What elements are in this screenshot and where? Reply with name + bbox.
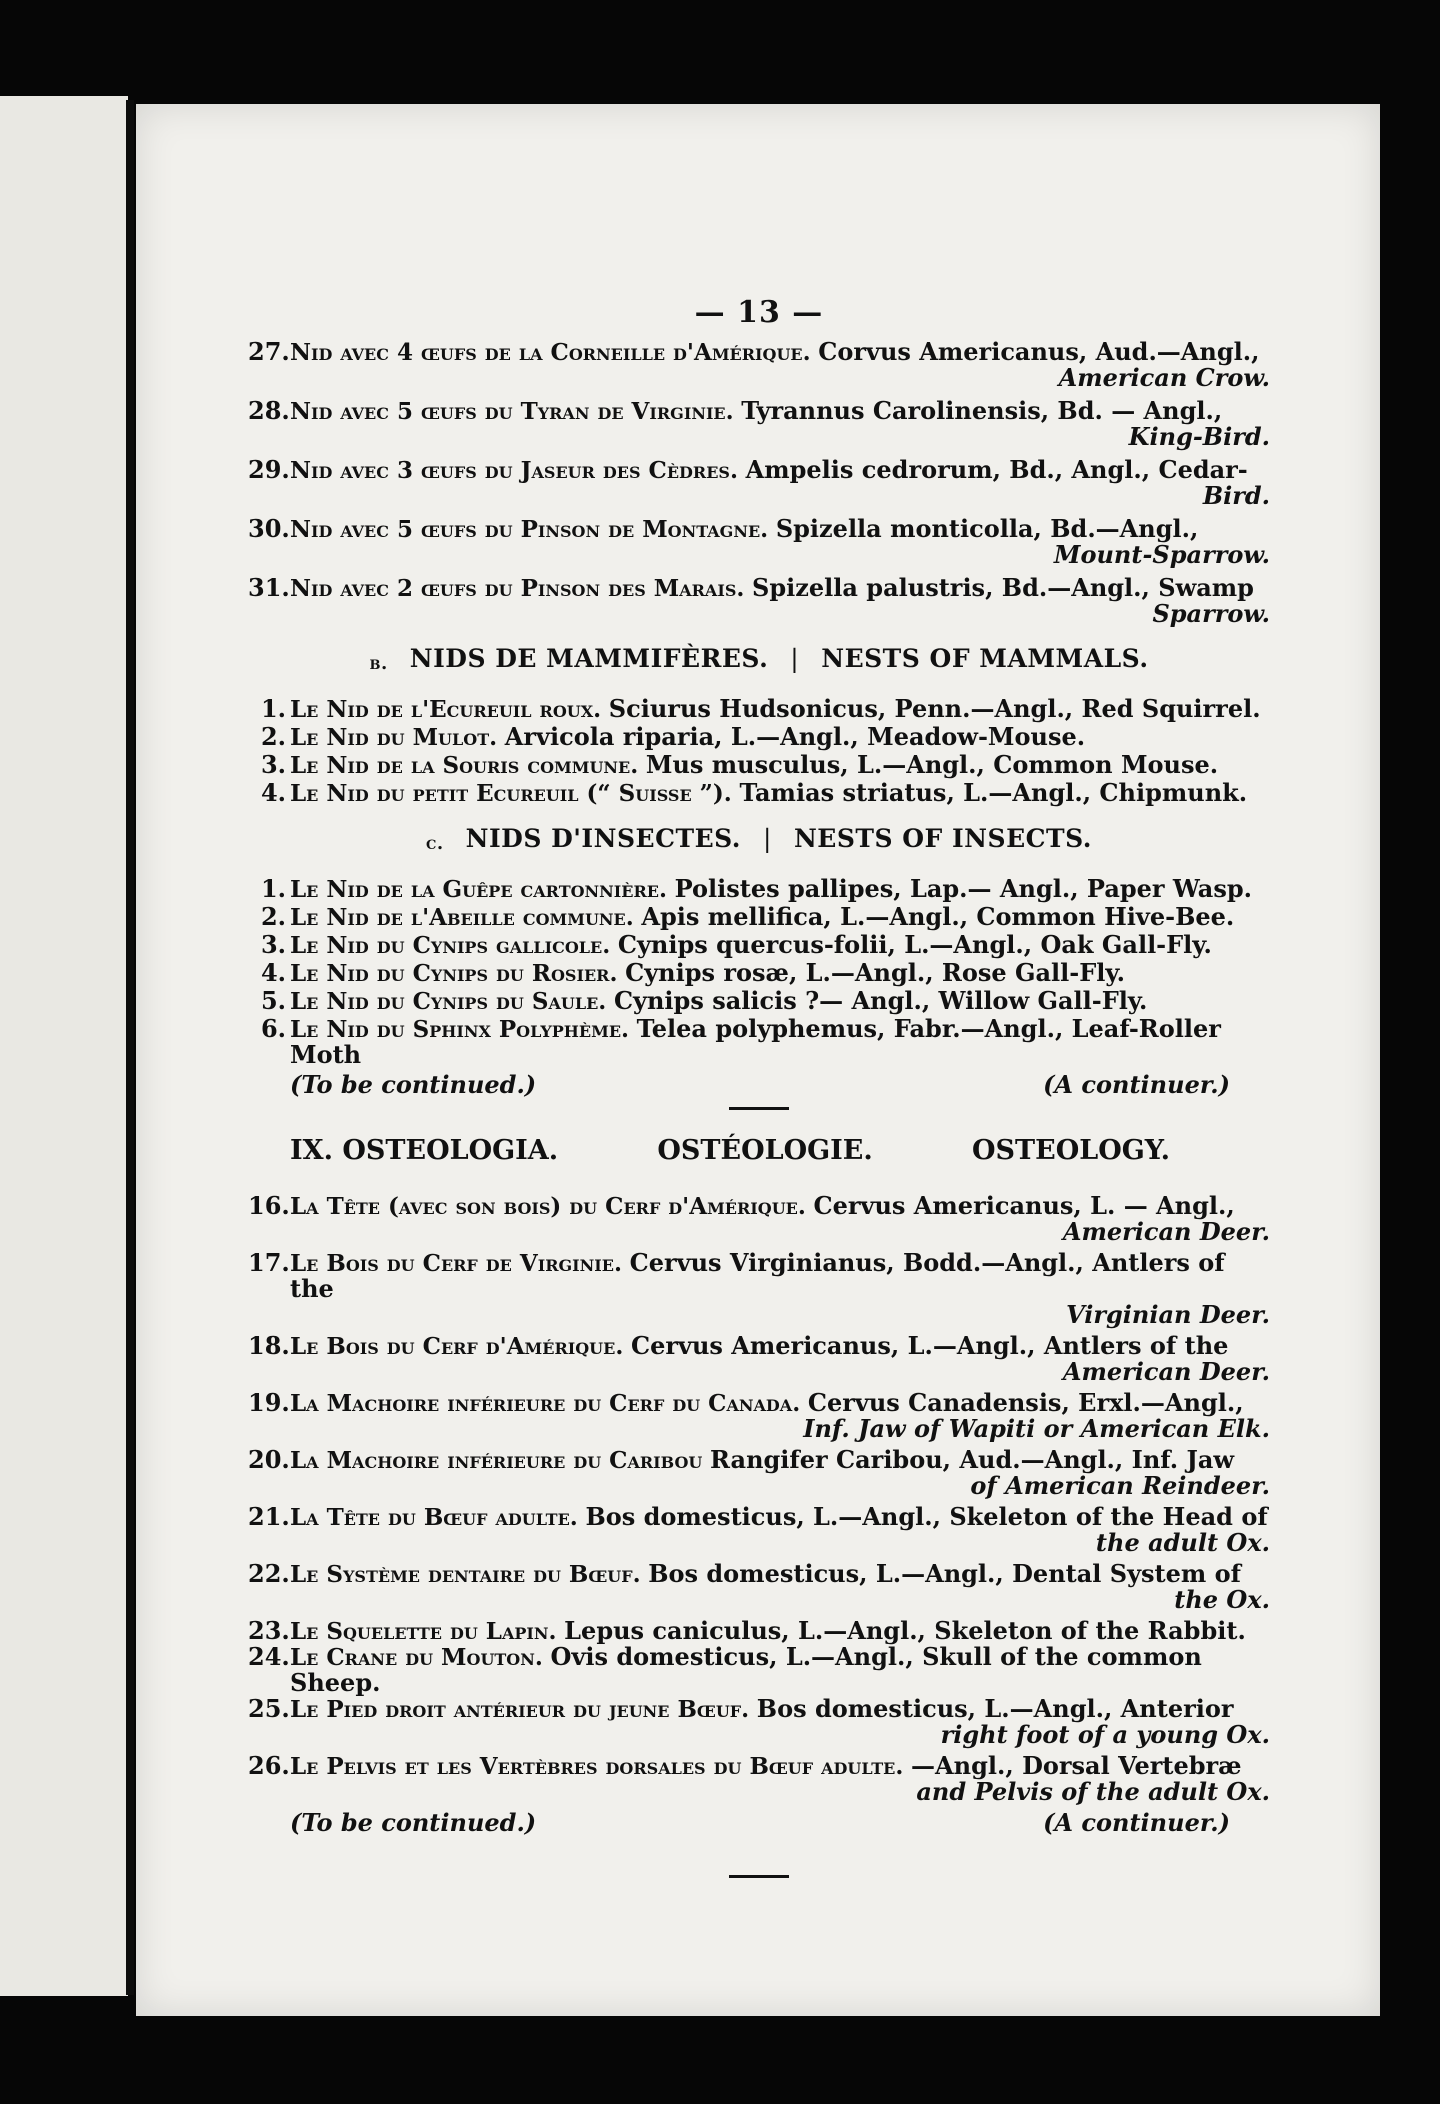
entry-latin-english: Cynips quercus-folii, L.—Angl., Oak Gall-Fly. [617,930,1212,959]
entry-number: 22. [248,1559,290,1588]
osteology-heading [248,1135,1270,1166]
list-item [248,1390,1270,1441]
entry-number: 23. [248,1616,290,1645]
entry-continuation: the adult Ox. [1095,1528,1270,1557]
entry-number: 3. [260,930,286,959]
entry-continuation: American Crow. [1058,363,1270,392]
entry-continuation: right foot of a young Ox. [940,1720,1270,1749]
bird-nest-list [248,339,1270,626]
entry-french: Nid avec 4 œufs de la Corneille d'Amérique. [290,339,811,366]
entry-continuation: American Deer. [1062,1217,1270,1246]
entry-latin-english: Ovis domesticus, L.—Angl., Skull of the common Sheep. [290,1642,1202,1697]
list-item [248,575,1270,626]
entry-continuation: and Pelvis of the adult Ox. [916,1777,1270,1806]
list-item [248,904,1270,930]
entry-latin-english: Bos domesticus, L.—Angl., Dental System of [648,1559,1241,1588]
list-item [248,780,1270,806]
entry-continuation: of American Reindeer. [970,1471,1270,1500]
list-item [248,1753,1270,1804]
entry-number: 28. [248,396,290,425]
osteology-list [248,1193,1270,1804]
entry-number: 3. [260,750,286,779]
insect-nest-list [248,876,1270,1068]
section-divider: | [790,644,800,673]
entry-french: Le Pied droit antérieur du jeune Bœuf. [290,1696,750,1723]
entry-latin-english: Cervus Canadensis, Erxl.—Angl., [807,1388,1244,1417]
entry-latin-english: Cervus Virginianus, Bodd.—Angl., Antlers of the [290,1248,1225,1303]
entry-number: 2. [260,722,286,751]
entry-number: 25. [248,1694,290,1723]
list-item [248,1193,1270,1244]
entry-french: Le Nid de l'Ecureuil roux. [290,696,602,723]
entry-latin-english: Ampelis cedrorum, Bd., Angl., Cedar- [745,455,1248,484]
entry-continuation: Virginian Deer. [1066,1300,1270,1329]
entry-number: 21. [248,1502,290,1531]
entry-french: Le Squelette du Lapin. [290,1618,557,1645]
list-item [248,1250,1270,1327]
entry-latin-english: Cervus Americanus, L. — Angl., [813,1191,1235,1220]
section-heading-insects [248,826,1270,856]
section-divider: | [763,824,772,853]
entry-continuation: Inf. Jaw of Wapiti or American Elk. [803,1414,1270,1443]
entry-continuation: American Deer. [1062,1357,1270,1386]
entry-continuation: the Ox. [1174,1585,1270,1614]
entry-french: Le Nid du Cynips du Rosier. [290,960,618,987]
entry-latin-english: —Angl., Dorsal Vertebræ [911,1751,1242,1780]
continued-french: (A continuer.) [1043,1070,1230,1099]
end-rule [729,1875,789,1878]
entry-number: 4. [260,958,286,987]
entry-french: Le Nid du Cynips gallicole. [290,932,611,959]
list-item [248,724,1270,750]
entry-latin-english: Arvicola riparia, L.—Angl., Meadow-Mouse. [504,722,1086,751]
entry-french: Le Nid du Cynips du Saule. [290,988,607,1015]
entry-french: Le Nid du Sphinx Polyphème. [290,1016,630,1043]
continuation-note [248,1072,1270,1097]
book-gutter [126,100,134,1995]
section-heading-mammals [248,646,1270,676]
entry-latin-english: Cervus Americanus, L.—Angl., Antlers of the [630,1331,1229,1360]
list-item [248,1618,1270,1644]
entry-number: 5. [260,986,286,1015]
entry-french: Le Bois du Cerf de Virginie. [290,1250,622,1277]
list-item [248,1561,1270,1612]
entry-french: Le Nid du Mulot. [290,724,498,751]
entry-number: 30. [248,514,290,543]
list-item [248,1504,1270,1555]
heading-english: OSTEOLOGY. [972,1135,1170,1166]
heading-latin: IX. OSTEOLOGIA. [290,1135,559,1166]
entry-number: 20. [248,1445,290,1474]
list-item [248,752,1270,778]
list-item [248,1644,1270,1696]
entry-continuation: King-Bird. [1128,422,1270,451]
section-title-french: NIDS DE MAMMIFÈRES. [409,644,769,673]
section-title-english: NESTS OF MAMMALS. [821,644,1149,673]
entry-number: 19. [248,1388,290,1417]
entry-number: 27. [248,337,290,366]
entry-number: 6. [260,1014,286,1043]
entry-french: Nid avec 5 œufs du Tyran de Virginie. [290,398,734,425]
list-item [248,960,1270,986]
left-page-fragment [0,96,128,1996]
entry-french: Le Bois du Cerf d'Amérique. [290,1333,624,1360]
entry-number: 2. [260,902,286,931]
list-item [248,1333,1270,1384]
entry-french: Le Nid de l'Abeille commune. [290,904,634,931]
entry-latin-english: Corvus Americanus, Aud.—Angl., [818,337,1260,366]
list-item [248,516,1270,567]
entry-latin-english: Cynips rosæ, L.—Angl., Rose Gall-Fly. [625,958,1125,987]
entry-number: 16. [248,1191,290,1220]
entry-french: La Machoire inférieure du Caribou [290,1447,703,1474]
entry-latin-english: Spizella palustris, Bd.—Angl., Swamp [752,573,1254,602]
entry-french: La Machoire inférieure du Cerf du Canada. [290,1390,801,1417]
entry-number: 1. [260,874,286,903]
entry-continuation: Sparrow. [1152,599,1270,628]
section-title-french: NIDS D'INSECTES. [465,824,741,853]
section-rule [729,1107,789,1110]
entry-latin-english: Bos domesticus, L.—Angl., Anterior [756,1694,1234,1723]
list-item [248,398,1270,449]
entry-latin-english: Tamias striatus, L.—Angl., Chipmunk. [739,778,1248,807]
section-letter: b. [369,653,388,674]
entry-latin-english: Mus musculus, L.—Angl., Common Mouse. [645,750,1219,779]
continuation-note [248,1810,1270,1835]
list-item [248,339,1270,390]
entry-number: 4. [260,778,286,807]
list-item [248,1016,1270,1068]
list-item [248,932,1270,958]
entry-number: 26. [248,1751,290,1780]
list-item [248,696,1270,722]
heading-french: OSTÉOLOGIE. [657,1135,873,1166]
entry-latin-english: Apis mellifica, L.—Angl., Common Hive-Bee. [641,902,1235,931]
entry-french: Le Nid du petit Ecureuil (“ Suisse ”). [290,780,732,807]
entry-number: 18. [248,1331,290,1360]
entry-french: Le Crane du Mouton. [290,1644,543,1671]
entry-continuation: Mount-Sparrow. [1053,540,1270,569]
section-letter: c. [425,833,444,854]
entry-french: La Tête (avec son bois) du Cerf d'Amérique. [290,1193,806,1220]
mammal-nest-list [248,696,1270,806]
entry-french: Nid avec 2 œufs du Pinson des Marais. [290,575,745,602]
entry-number: 17. [248,1248,290,1277]
entry-latin-english: Polistes pallipes, Lap.— Angl., Paper Wasp. [674,874,1252,903]
continued-french: (A continuer.) [1043,1808,1230,1837]
entry-latin-english: Cynips salicis ?— Angl., Willow Gall-Fly. [613,986,1148,1015]
entry-number: 31. [248,573,290,602]
entry-french: Nid avec 5 œufs du Pinson de Montagne. [290,516,769,543]
entry-continuation: Bird. [1202,481,1270,510]
page-content [248,295,1270,1878]
entry-french: Nid avec 3 œufs du Jaseur des Cèdres. [290,457,738,484]
entry-latin-english: Lepus caniculus, L.—Angl., Skeleton of the Rabbit. [564,1616,1246,1645]
list-item [248,1696,1270,1747]
section-title-english: NESTS OF INSECTS. [793,824,1093,853]
entry-french: Le Nid de la Guêpe cartonnière. [290,876,667,903]
entry-french: La Tête du Bœuf adulte. [290,1504,578,1531]
list-item [248,1447,1270,1498]
list-item [248,876,1270,902]
entry-french: Le Pelvis et les Vertèbres dorsales du Bœuf adulte. [290,1753,904,1780]
entry-latin-english: Sciurus Hudsonicus, Penn.—Angl., Red Squirrel. [608,694,1261,723]
entry-latin-english: Spizella monticolla, Bd.—Angl., [775,514,1199,543]
entry-latin-english: Telea polyphemus, Fabr.—Angl., Leaf-Roller Moth [290,1014,1221,1069]
entry-latin-english: Rangifer Caribou, Aud.—Angl., Inf. Jaw [710,1445,1235,1474]
entry-number: 24. [248,1642,290,1671]
continued-english: (To be continued.) [290,1808,537,1837]
list-item [248,457,1270,508]
list-item [248,988,1270,1014]
entry-number: 29. [248,455,290,484]
continued-english: (To be continued.) [290,1070,537,1099]
entry-french: Le Nid de la Souris commune. [290,752,639,779]
entry-french: Le Système dentaire du Bœuf. [290,1561,641,1588]
entry-latin-english: Bos domesticus, L.—Angl., Skeleton of the Head of [585,1502,1268,1531]
document-page [136,104,1380,2016]
page-number: — 13 — [694,295,824,330]
entry-number: 1. [260,694,286,723]
entry-latin-english: Tyrannus Carolinensis, Bd. — Angl., [741,396,1223,425]
